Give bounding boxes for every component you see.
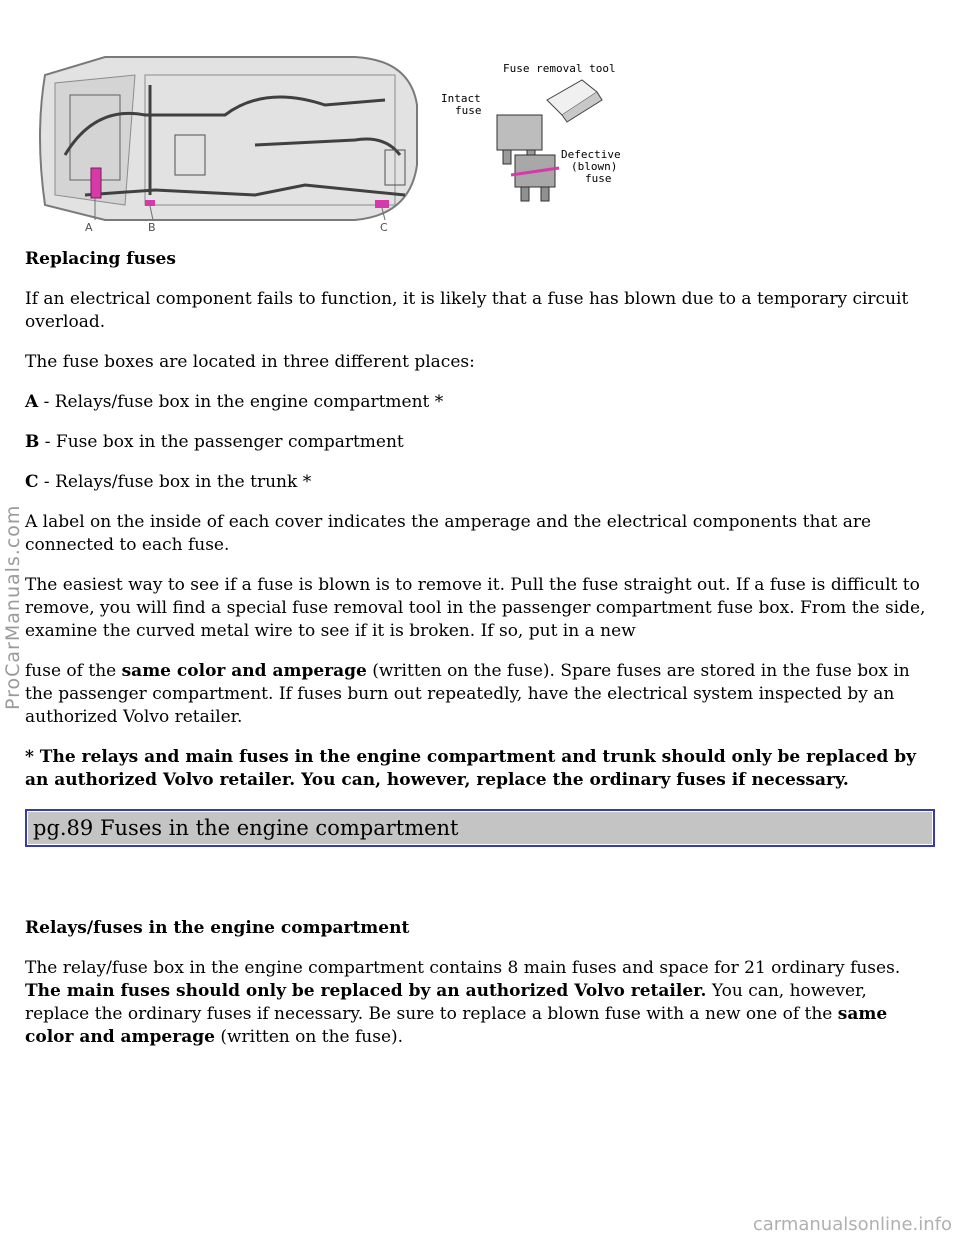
warning-paragraph: * The relays and main fuses in the engine compartment and trunk should only be replaced by an authorized Volvo retailer. You can, however, replace the ordinary fuses if necessary. (25, 747, 916, 790)
label-note-paragraph: A label on the inside of each cover indicates the amperage and the electrical components that are connected to each fuse. (25, 512, 872, 555)
section-title-replacing-fuses: Replacing fuses (25, 249, 176, 269)
location-b: B - Fuse box in the passenger compartment (25, 432, 404, 452)
intact-fuse-label-2: fuse (455, 104, 482, 117)
fuse-removal-tool-icon (547, 80, 602, 122)
fuse-illustration (437, 60, 667, 210)
label-b: B (148, 221, 156, 234)
defective-fuse-label-3: fuse (585, 172, 612, 185)
check-fuse-paragraph: The easiest way to see if a fuse is blown is to remove it. Pull the fuse straight out. If a fuse is difficult to remove, you will find a special fuse removal tool in the passenger compartment fuse box. From the side, examine the curved metal wire to see if it is broken. If so, put in a new (25, 575, 926, 641)
figure-row (25, 0, 935, 248)
intact-fuse-label-1: Intact (441, 92, 481, 105)
engine-fuses-paragraph: The relay/fuse box in the engine compartment contains 8 main fuses and space for 21 ordinary fuses. The main fuses should only be replaced by an authorized Volvo retailer. You can, however, replace the ordinary fuses if necessary. Be sure to replace a blown fuse with a new one of the same color and amperage (written on the fuse). (25, 958, 901, 1047)
location-c: C - Relays/fuse box in the trunk * (25, 472, 312, 492)
location-a: A - Relays/fuse box in the engine compartment * (25, 392, 444, 412)
section-title-engine-fuses: Relays/fuses in the engine compartment (25, 918, 410, 938)
replace-fuse-paragraph: fuse of the same color and amperage (written on the fuse). Spare fuses are stored in the fuse box in the passenger compartment. If fuses burn out repeatedly, have the electrical system inspected by an authorized Volvo retailer. (25, 661, 910, 727)
fuse-removal-tool-label: Fuse removal tool (503, 62, 616, 75)
label-a: A (85, 221, 93, 234)
defective-fuse-icon (511, 155, 559, 201)
label-c: C (380, 221, 388, 234)
side-watermark: ProCarManuals.com (2, 504, 24, 710)
car-fuse-location-diagram (25, 45, 425, 237)
section-header-bar: pg.89 Fuses in the engine compartment (25, 809, 935, 847)
locations-intro: The fuse boxes are located in three different places: (25, 352, 475, 372)
defective-fuse-label-2: (blown) (571, 160, 618, 173)
defective-fuse-label-1: Defective (561, 148, 621, 161)
document-page (25, 0, 935, 1066)
bottom-watermark: carmanualsonline.info (752, 1214, 952, 1235)
intro-paragraph: If an electrical component fails to function, it is likely that a fuse has blown due to a temporary circuit overload. (25, 289, 909, 332)
